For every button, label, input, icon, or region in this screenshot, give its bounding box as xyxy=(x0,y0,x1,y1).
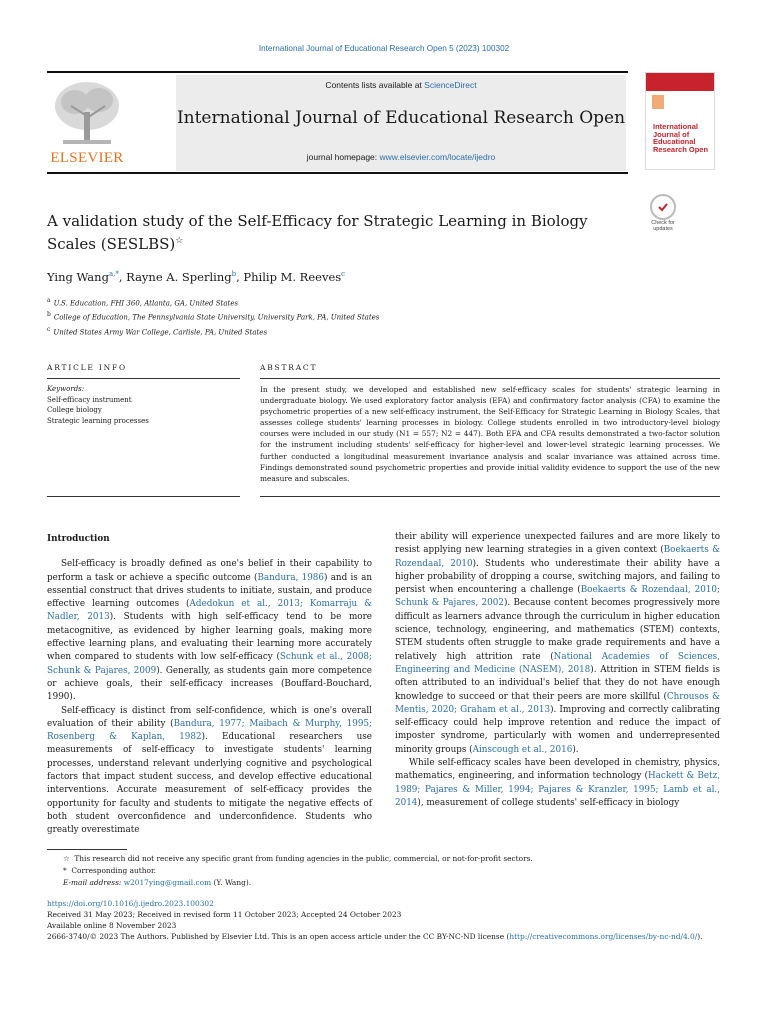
article-title xyxy=(47,211,627,254)
keywords-label: Keywords: xyxy=(47,385,85,393)
author-sup[interactable]: b xyxy=(231,270,237,279)
check-for-updates-badge[interactable] xyxy=(648,194,678,230)
citation-link[interactable]: Boekaerts & Rozendaal, 2010 xyxy=(395,545,720,569)
homepage-link[interactable]: www.elsevier.com/locate/ijedro xyxy=(379,152,496,162)
cover-band xyxy=(646,73,714,91)
citation-link[interactable]: Hackett & Betz, 1989; Pajares & Miller, 1994; Pajares & Kranzler, 1995; Lamb et al., 2014 xyxy=(395,771,721,808)
affiliation-sup: b xyxy=(47,311,51,319)
citation-link[interactable]: Boekaerts & Rozendaal, 2010; Schunk & Pajares, 2002 xyxy=(395,585,720,609)
affiliation-sup: a xyxy=(47,297,51,304)
affiliation-text: United States Army War College, Carlisle, PA, United States xyxy=(53,327,268,336)
affiliation-text: U.S. Education, FHI 360, Atlanta, GA, United States xyxy=(53,299,239,308)
cover-title: International Journal of Educational Research Open xyxy=(653,122,709,154)
citation-link[interactable]: National Academies of Sciences, Engineering and Medicine (NASEM), 2018 xyxy=(395,651,720,675)
citation-link[interactable]: Ainscough et al., 2016 xyxy=(472,744,573,755)
author-name[interactable]: Philip M. Reeves xyxy=(243,270,342,284)
check-updates-icon xyxy=(650,194,676,220)
keyword-item: College biology xyxy=(47,406,102,414)
elsevier-wordmark: ELSEVIER xyxy=(50,150,124,166)
author-list: Ying Wang$^{a,*}$, Rayne A. Sperling$^b$, Philip M. Reeves$^c$ xyxy=(47,270,346,284)
section-heading-introduction: Introduction xyxy=(47,534,110,544)
citation-link[interactable]: Bandura, 1986 xyxy=(257,572,324,583)
body-paragraph: Self-efficacy is distinct from self-confidence, which is one's overall evaluation of their ability (Bandura, 1977; Maibach & Murphy, 1995; Rosenberg & Kaplan, 1982). Educational researchers use measurements of self-efficacy to investigate students' learning processes, understand relevant underlying cognitive and psychological factors that impact student success, and develop effective educational interventions. Accurate measurement of self-efficacy provides the opportunity for faculty and students to mitigate the negative effects of both student overconfidence and underconfidence. Students who greatly overestimate xyxy=(47,705,372,836)
article-info-heading: ARTICLE INFO xyxy=(47,363,127,372)
affiliation-item xyxy=(47,295,379,309)
footnote-rule xyxy=(47,849,127,850)
affiliation-item xyxy=(47,324,379,338)
check-updates-line2: updates xyxy=(653,226,673,232)
abstract-text: In the present study, we developed and established new self-efficacy scales for students' strategic learning in undergraduate biology. We used exploratory factor analysis (EFA) and confirmatory factor analysis (CFA) to examine the psychometric properties of a new self-efficacy instrument, the Self-Efficacy for Strategic Learning in Biology Scales, that assesses college students' learning processes in biology. College students enrolled in two introductory-level biology courses were included in our study (N1 = 557; N2 = 447). Both EFA and CFA results demonstrated a two-factor solution for the instrument including students' self-efficacy for higher-level and lower-level strategic learning processes. We further conducted a longitudinal measurement invariance analysis and scalar invariance was attained across time. Findings demonstrated sound psychometric properties and provide initial validity evidence to support the use of the new measure and subscales. xyxy=(260,385,720,483)
keywords-block xyxy=(47,384,149,426)
article-info-bottom-rule xyxy=(47,496,240,497)
header-bottom-rule xyxy=(47,172,628,174)
title-footnote-mark[interactable]: ☆ xyxy=(175,236,184,246)
email-link[interactable]: w2017ying@gmail.com xyxy=(123,878,212,887)
body-right-column xyxy=(395,531,720,810)
footnotes xyxy=(47,853,727,889)
keyword-item: Strategic learning processes xyxy=(47,416,149,425)
author-sup[interactable]: c xyxy=(341,270,346,279)
footnote-corresponding: * Corresponding author. xyxy=(63,866,157,875)
citation-link[interactable]: Adedokun et al., 2013; Komarraju & Nadler, 2013 xyxy=(47,599,372,623)
footnote-funding: ☆ This research did not receive any specific grant from funding agencies in the public, commercial, or not-for-profit sectors. xyxy=(63,854,533,863)
contents-line xyxy=(176,80,626,90)
body-paragraph: their ability will experience unexpected failures and are more likely to resist applying new learning strategies in a given context (Boekaerts & Rozendaal, 2010). Students who underestimate their ability have a higher probability of dropping a course, switching majors, and failing to persist when encountering a challenge (Boekaerts & Rozendaal, 2010; Schunk & Pajares, 2002). Because content becomes progressively more difficult as learners advance through the curriculum in higher education science, technology, engineering, and mathematics (STEM) contexts, STEM students often struggle to make grade requirements and have a relatively high attrition rate (National Academies of Sciences, Engineering and Medicine (NASEM), 2018). Attrition in STEM fields is often attributed to an individual's belief that they do not have enough knowledge to succeed or that their peers are more skillful (Chrousos & Mentis, 2020; Graham et al., 2013). Improving and correctly calibrating self-efficacy could help improve retention and reduce the impact of imposter syndrome, particularly with women and underrepresented minority groups (Ainscough et al., 2016). xyxy=(395,532,720,755)
body-paragraph: Self-efficacy is broadly defined as one's belief in their capability to perform a task or achieve a specific outcome (Bandura, 1986) and is an essential construct that drives students to initiate, sustain, and produce effective learning outcomes (Adedokun et al., 2013; Komarraju & Nadler, 2013). Students with high self-efficacy tend to be more metacognitive, as evidenced by higher learning goals, making more effective learning plans, and evaluating their learning more accurately when compared to students with low self-efficacy (Schunk et al., 2008; Schunk & Pajares, 2009). Generally, as students gain more competence or achieve goals, their self-efficacy increases (Bouffard-Bouchard, 1990). xyxy=(47,559,372,703)
abstract-rule xyxy=(260,378,720,379)
article-info-rule xyxy=(47,378,240,379)
body-paragraph: While self-efficacy scales have been developed in chemistry, physics, mathematics, engineering, and information technology (Hackett & Betz, 1989; Pajares & Miller, 1994; Pajares & Kranzler, 1995; Lamb et al., 2014), measurement of college students' self-efficacy in biology xyxy=(395,758,721,808)
publication-info xyxy=(47,898,727,942)
author-name[interactable]: Ying Wang xyxy=(47,270,109,284)
affiliation-sup: c xyxy=(47,325,51,333)
sciencedirect-link[interactable]: ScienceDirect xyxy=(424,80,477,90)
citation-link[interactable]: Bandura, 1977; Maibach & Murphy, 1995; Rosenberg & Kaplan, 1982 xyxy=(47,718,372,743)
body-left-column xyxy=(47,533,372,838)
license-statement: 2666-3740/© 2023 The Authors. Published by Elsevier Ltd. This is an open access article under the CC BY-NC-ND license (http://creativecommons.org/licenses/by-nc-nd/4.0/). xyxy=(47,932,703,941)
header-top-rule xyxy=(47,71,628,73)
affiliation-item xyxy=(47,309,379,323)
license-link[interactable]: http://creativecommons.org/licenses/by-nc-nd/4.0/ xyxy=(509,932,698,941)
cover-logo-icon xyxy=(652,95,664,109)
journal-cover-thumbnail xyxy=(645,72,715,170)
available-online: Available online 8 November 2023 xyxy=(47,921,177,930)
journal-homepage xyxy=(176,152,626,162)
affiliations xyxy=(47,295,379,338)
keyword-item: Self-efficacy instrument xyxy=(47,395,132,404)
contents-prefix: Contents lists available at xyxy=(325,80,425,90)
article-title-text: A validation study of the Self-Efficacy for Strategic Learning in Biology Scales (SESLBS) xyxy=(47,212,588,253)
abstract-bottom-rule xyxy=(260,496,720,497)
homepage-prefix: journal homepage: xyxy=(306,152,380,162)
abstract-heading: ABSTRACT xyxy=(260,363,318,372)
journal-name: International Journal of Educational Research Open xyxy=(176,108,626,128)
author-sup[interactable]: a,* xyxy=(108,270,119,279)
received-dates: Received 31 May 2023; Received in revised form 11 October 2023; Accepted 24 October 2023 xyxy=(47,910,402,919)
author-name[interactable]: Rayne A. Sperling xyxy=(126,270,232,284)
doi-link[interactable]: https://doi.org/10.1016/j.ijedro.2023.100302 xyxy=(47,899,214,908)
check-updates-line1: Check for xyxy=(651,220,675,226)
footnote-email: E-mail address: w2017ying@gmail.com (Y. Wang). xyxy=(63,878,252,887)
citation-link[interactable]: Schunk et al., 2008; Schunk & Pajares, 2009 xyxy=(47,652,372,676)
citation-link[interactable]: Chrousos & Mentis, 2020; Graham et al., 2013 xyxy=(395,691,720,715)
affiliation-text: College of Education, The Pennsylvania State University, University Park, PA, United States xyxy=(53,313,380,322)
running-head[interactable]: International Journal of Educational Research Open 5 (2023) 100302 xyxy=(258,44,510,53)
